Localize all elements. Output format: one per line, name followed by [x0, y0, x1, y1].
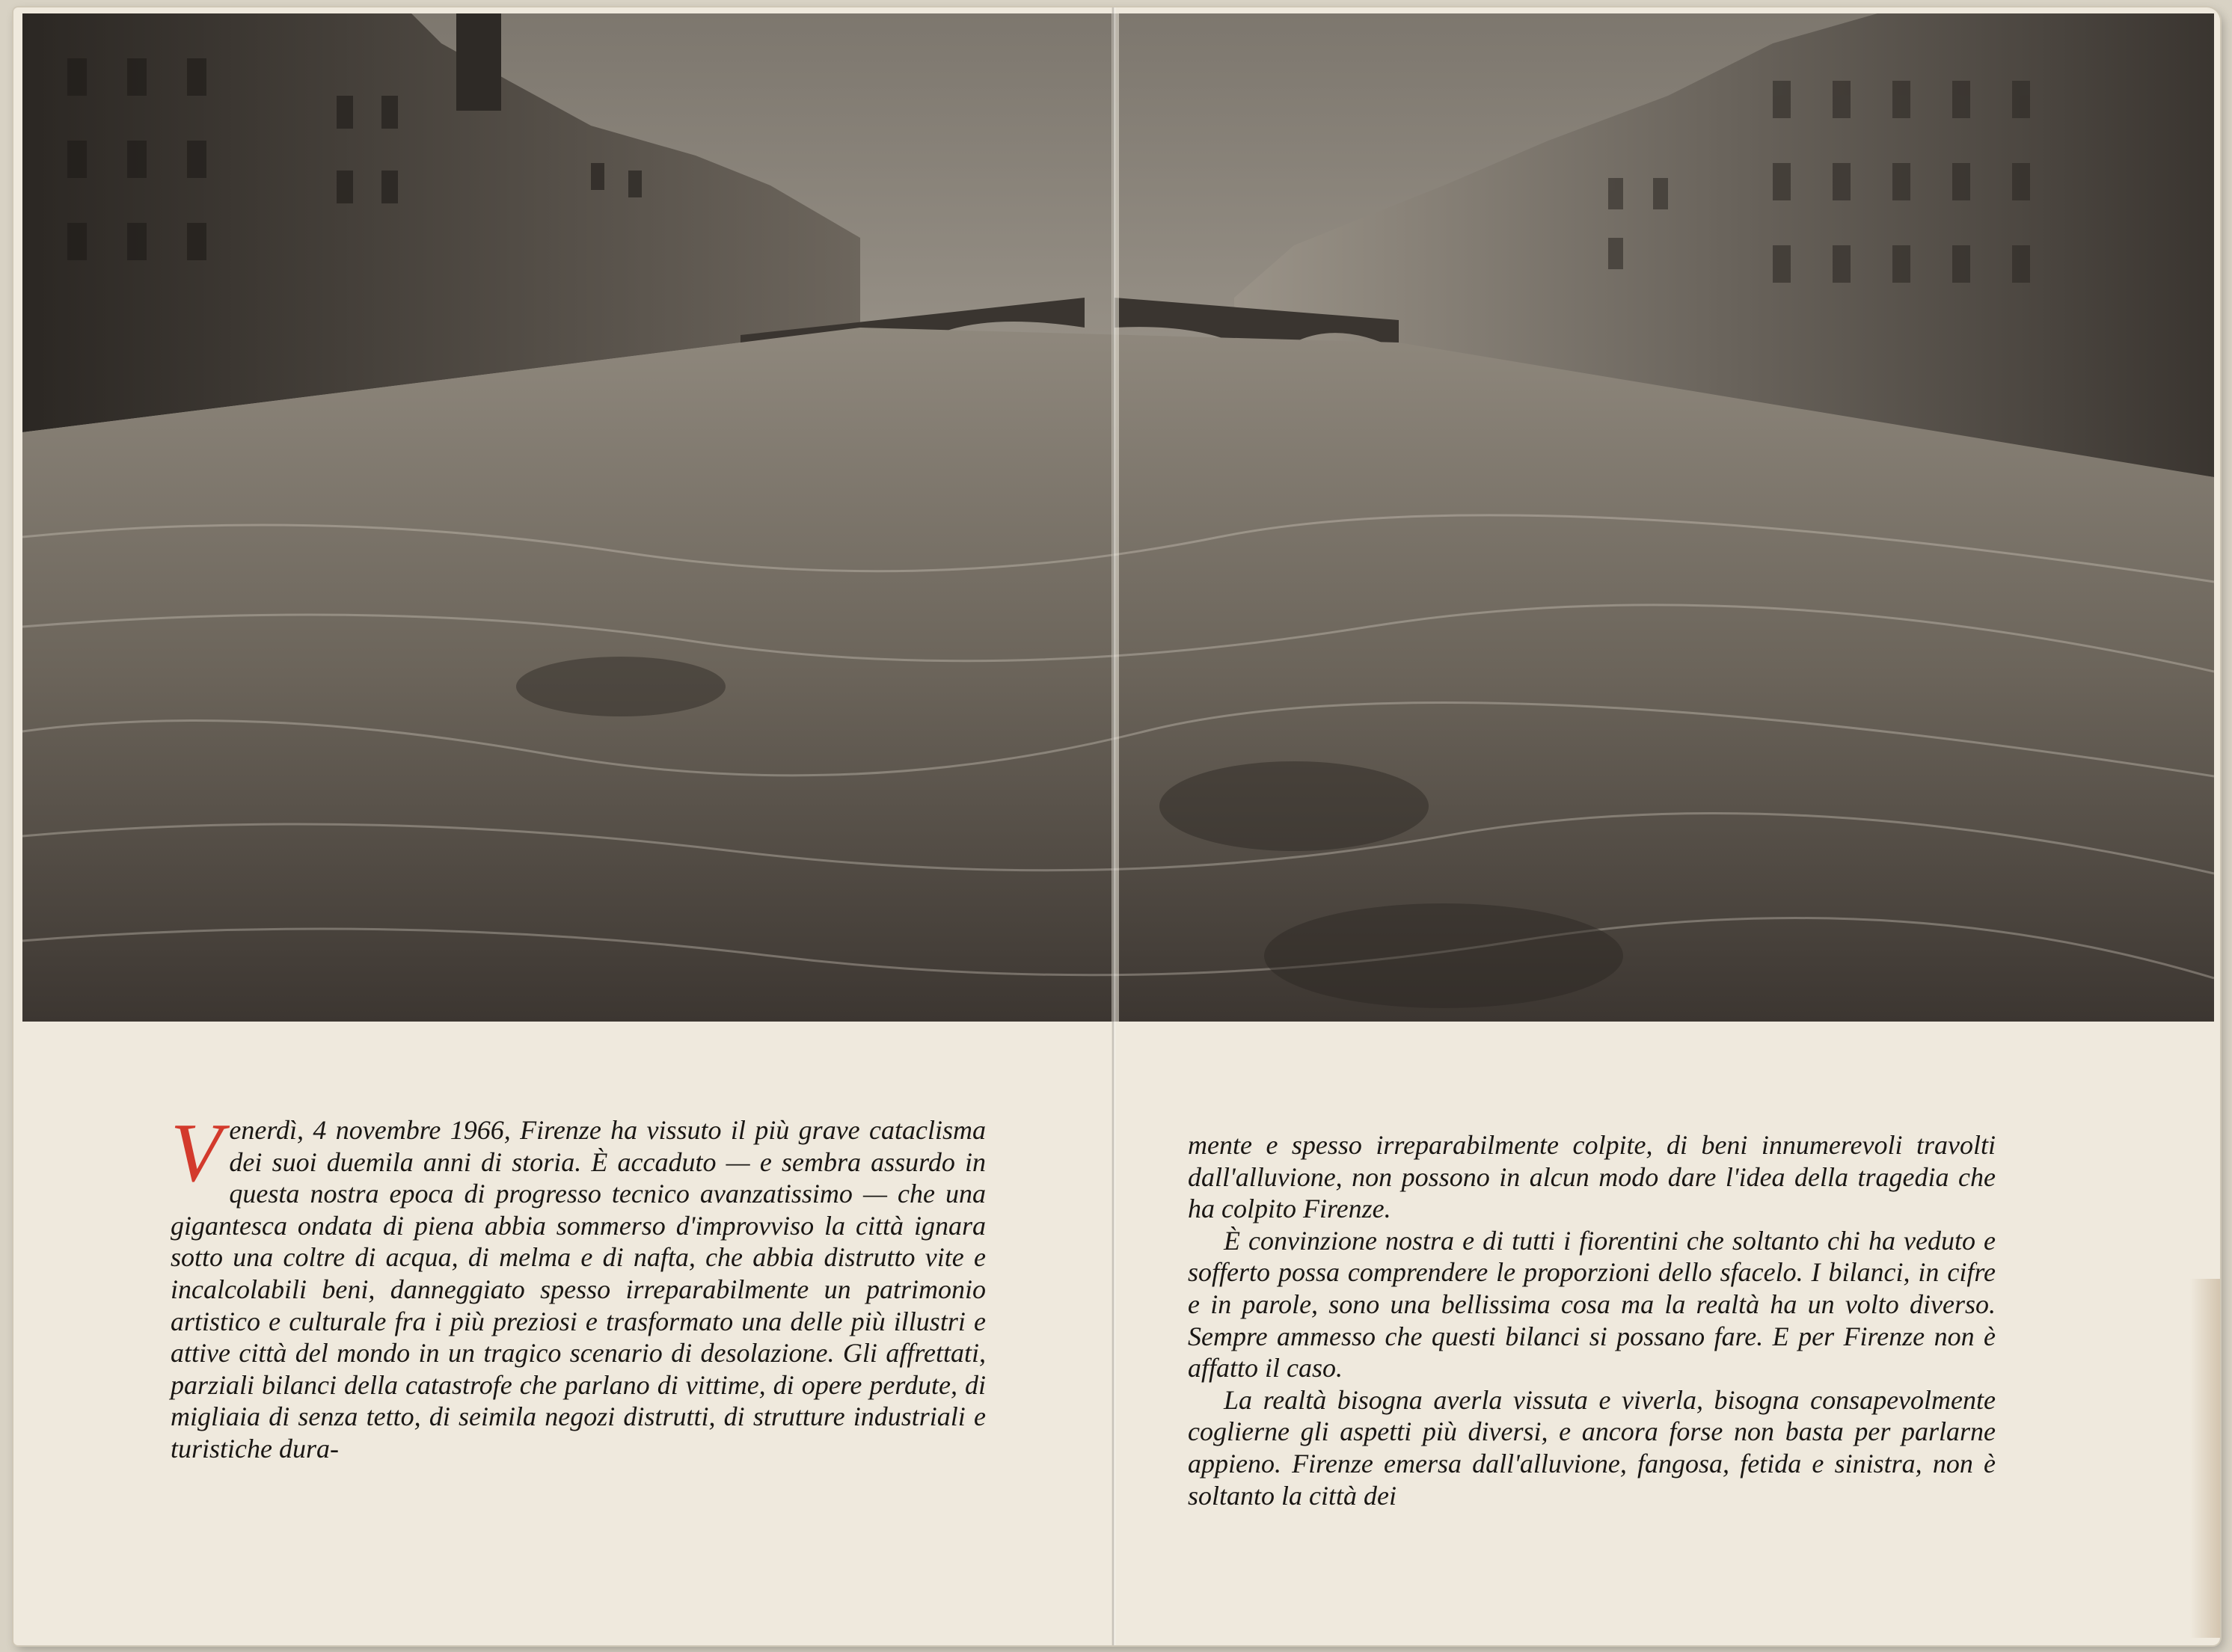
page-edge-stain — [2190, 1279, 2220, 1638]
photo-illustration — [22, 13, 2214, 1022]
right-page-text — [1188, 1129, 1996, 1511]
left-paragraph — [171, 1107, 986, 1465]
flooded-arno-river-photo-icon — [22, 13, 2214, 1022]
book-gutter — [1112, 7, 1116, 1645]
book-spread — [13, 7, 2220, 1645]
right-paragraph-3: La realtà bisogna averla vissuta e viverla, bisogna consapevolmente coglierne gli aspetti più diversi, e ancora forse non basta per parlarne appieno. Firenze emersa dall'alluvione, fangosa, fetida e sinistra, non è soltanto la città dei — [1188, 1384, 1996, 1511]
right-paragraph-2: È convinzione nostra e di tutti i fiorentini che soltanto chi ha veduto e sofferto possa comprendere le proporzioni dello sfacelo. I bilanci, in cifre e in parole, sono una bellissima cosa ma la realtà ha un volto diverso. Sempre ammesso che questi bilanci si possano fare. E per Firenze non è affatto il caso. — [1188, 1225, 1996, 1384]
dropcap: V — [171, 1107, 222, 1200]
bell-tower — [456, 13, 501, 111]
left-page-text — [171, 1107, 986, 1465]
right-paragraph-1: mente e spesso irreparabilmente colpite, di beni innumerevoli travolti dall'alluvione, non possono in alcun modo dare l'idea della tragedia che ha colpito Firenze. — [1188, 1130, 1996, 1224]
left-paragraph-body: enerdì, 4 novembre 1966, Firenze ha vissuto il più grave cataclisma dei suoi duemila anni di storia. È accaduto — e sembra assurdo in questa nostra epoca di progresso tecnico avanzatissimo — che una gigantesca ondata di piena abbia sommerso d'improvviso la città ignara sotto una coltre di acqua, di melma e di nafta, che abbia distrutto vite e incalcolabili beni, danneggiato spesso irreparabilmente un patrimonio artistico e culturale fra i più preziosi e trasformato una delle più illustri e attive città del mondo in un tragico scenario di desolazione. Gli affrettati, parziali bilanci della catastrofe che parlano di vittime, di opere perdute, di migliaia di senza tetto, di seimila negozi distrutti, di strutture industriali e turistiche dura- — [171, 1115, 986, 1464]
